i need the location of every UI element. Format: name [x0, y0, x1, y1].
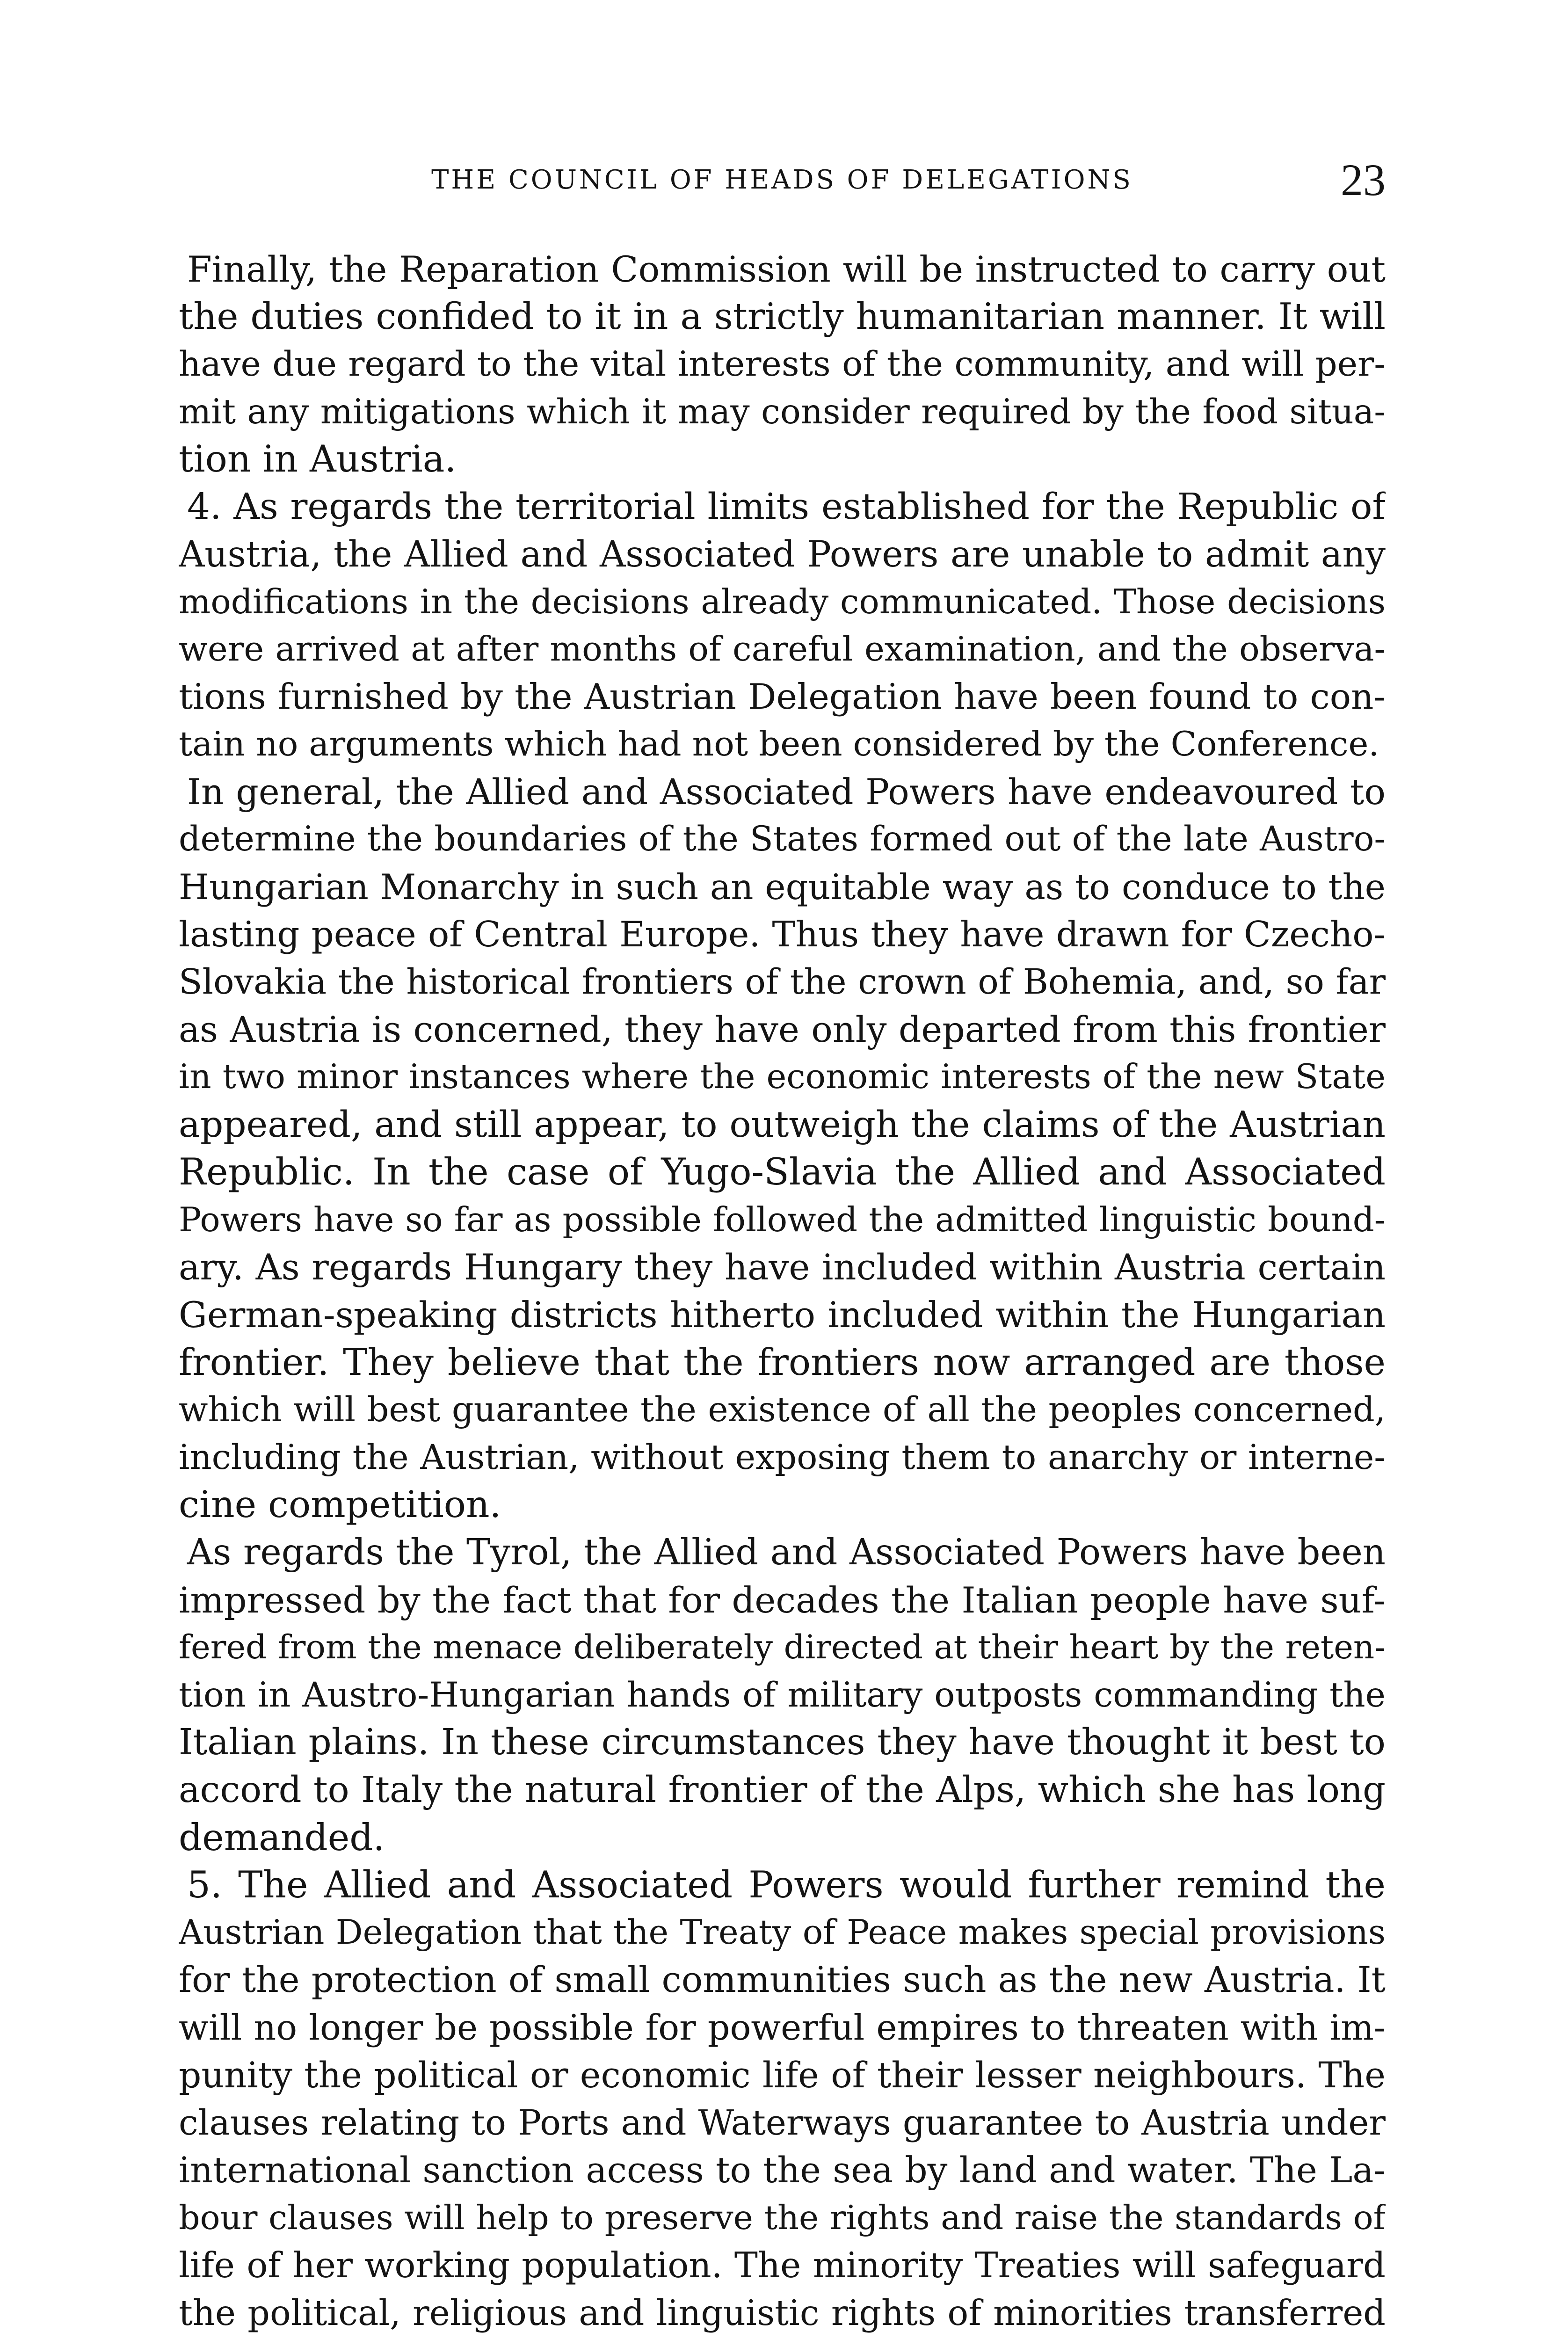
- text-line: Republic. In the case of Yugo-Slavia the Allied and Associated: [179, 1150, 1386, 1194]
- text-line: international sanction access to the sea by land and water. The La-: [179, 2149, 1386, 2191]
- text-line: for the protection of small communities such as the new Austria. It: [179, 1959, 1386, 2001]
- text-line: fered from the menace deliberately directed at their heart by the reten-: [179, 1628, 1386, 1667]
- text-line: determine the boundaries of the States formed out of the late Austro-: [179, 820, 1386, 859]
- text-line: 5. The Allied and Associated Powers would further remind the: [187, 1863, 1386, 1907]
- text-line: including the Austrian, without exposing them to anarchy or interne-: [179, 1437, 1386, 1477]
- text-line: Slovakia the historical frontiers of the crown of Bohemia, and, so far: [179, 962, 1386, 1002]
- text-line: will no longer be possible for powerful empires to threaten with im-: [179, 2007, 1386, 2048]
- text-line: tions furnished by the Austrian Delegation have been found to con-: [179, 676, 1386, 718]
- running-title: THE COUNCIL OF HEADS OF DELEGATIONS: [431, 165, 1133, 195]
- text-line: ary. As regards Hungary they have included within Austria certain: [179, 1246, 1386, 1288]
- text-line: frontier. They believe that the frontiers now arranged are those: [179, 1340, 1386, 1384]
- text-line: clauses relating to Ports and Waterways guarantee to Austria under: [179, 2102, 1386, 2143]
- page-number: 23: [1341, 155, 1386, 205]
- text-line: tain no arguments which had not been considered by the Conference.: [179, 724, 1379, 764]
- running-head: [179, 157, 1386, 208]
- text-line: were arrived at after months of careful examination, and the observa-: [179, 629, 1386, 669]
- body-text: [179, 246, 1386, 2337]
- text-line: as Austria is concerned, they have only departed from this frontier: [179, 1009, 1386, 1050]
- text-line: the duties confided to it in a strictly humanitarian manner. It will: [179, 295, 1386, 338]
- text-line: have due regard to the vital interests of the community, and will per-: [179, 344, 1386, 385]
- text-line: in two minor instances where the economic interests of the new State: [179, 1057, 1386, 1097]
- text-line: life of her working population. The minority Treaties will safeguard: [179, 2244, 1386, 2286]
- text-line: modifications in the decisions already communicated. Those decisions: [179, 582, 1386, 622]
- text-line: Austria, the Allied and Associated Powers are unable to admit any: [179, 533, 1386, 575]
- text-line: appeared, and still appear, to outweigh the claims of the Austrian: [179, 1103, 1386, 1146]
- text-line: As regards the Tyrol, the Allied and Associated Powers have been: [187, 1532, 1386, 1574]
- text-line: which will best guarantee the existence of all the peoples concerned,: [179, 1390, 1386, 1430]
- text-line: impressed by the fact that for decades the Italian people have suf-: [179, 1579, 1386, 1621]
- text-line: tion in Austro-Hungarian hands of military outposts commanding the: [179, 1675, 1386, 1715]
- text-line: the political, religious and linguistic rights of minorities transferred: [179, 2292, 1386, 2333]
- text-line: Austrian Delegation that the Treaty of Peace makes special provisions: [179, 1912, 1386, 1952]
- text-line: accord to Italy the natural frontier of the Alps, which she has long: [179, 1769, 1386, 1811]
- text-line: bour clauses will help to preserve the rights and raise the standards of: [179, 2198, 1386, 2237]
- text-line: German-speaking districts hitherto included within the Hungarian: [179, 1294, 1386, 1336]
- text-line: 4. As regards the territorial limits established for the Republic of: [187, 485, 1386, 528]
- text-line: Powers have so far as possible followed the admitted linguistic bound-: [179, 1199, 1386, 1239]
- text-line: lasting peace of Central Europe. Thus they have drawn for Czecho-: [179, 914, 1386, 955]
- text-line: Hungarian Monarchy in such an equitable way as to conduce to the: [179, 866, 1386, 908]
- text-line: mit any mitigations which it may consider required by the food situa-: [179, 392, 1386, 432]
- text-line: In general, the Allied and Associated Powers have endeavoured to: [187, 771, 1386, 813]
- text-line: tion in Austria.: [179, 437, 457, 481]
- text-line: punity the political or economic life of their lesser neighbours. The: [179, 2054, 1386, 2096]
- text-line: demanded.: [179, 1816, 385, 1859]
- text-line: Finally, the Reparation Commission will be instructed to carry out: [187, 248, 1386, 290]
- text-line: cine competition.: [179, 1483, 501, 1526]
- text-line: Italian plains. In these circumstances they have thought it best to: [179, 1722, 1386, 1764]
